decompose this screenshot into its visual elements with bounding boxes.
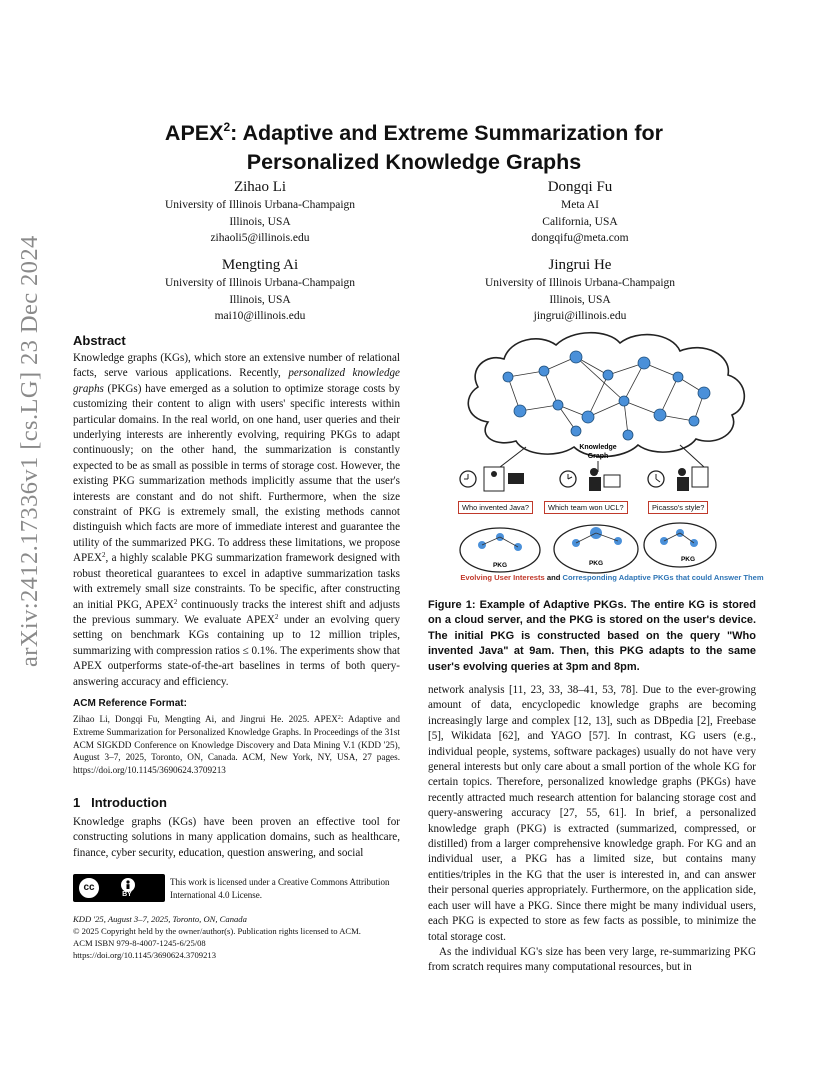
acm-reference-heading: ACM Reference Format: <box>73 698 187 709</box>
abstract-text: Knowledge graphs (KGs), which store an extensive number of relational facts, serve various applications. Recently, personalized knowledge graphs (PKGs) have emerged as a solution to optimize storage costs by customizing their content to align with users' specific interests within particular domains. In the real world, on one hand, user queries and their underlying interests are inherently evolving, requiring PKGs to adapt continuously; on the other hand, the summarization is constantly expected to be as small as possible in terms of storage cost. However, the existing PKG summarization methods implicitly assume that the user's interests are constant and do not shift. Furthermore, when the size constraint of PKG is extremely small, the existing methods cannot distinguish which facts are more of immediate interest and guarantee the utility of the summarized PKG. To address these limitations, we propose APEX$^2$, a highly scalable PKG summarization framework designed with robust theoretical guarantees to excel in adaptive summarization tasks with extremely small size constraints. To be specific, after constructing an initial PKG, APEX$^2$ continuously tracks the interest shift and adjusts the previous summary. We evaluate APEX$^2$ under an evolving query setting on benchmark KGs containing up to 12 million triples, summarizing with compression ratios ≤ 0.1%. The experiments show that APEX outperforms state-of-the-art baselines in terms of both query-answering accuracy and efficiency. <box>73 352 401 688</box>
title-pre: APEX <box>164 121 224 145</box>
kg-label-1: Knowledge <box>579 444 617 451</box>
footer-copyright: © 2025 Copyright held by the owner/author(s). Publication rights licensed to ACM. <box>73 926 361 936</box>
figure-1 <box>448 327 774 589</box>
query-box-3: Picasso's style? <box>648 501 708 514</box>
arxiv-identifier: arXiv:2412.17336v1 [cs.LG] 23 Dec 2024 <box>16 235 43 667</box>
abstract-heading: Abstract <box>73 333 126 348</box>
cc-icon <box>77 876 101 900</box>
pkg-bubble-3 <box>644 523 716 567</box>
footer-isbn: ACM ISBN 979-8-4007-1245-6/25/08 <box>73 938 206 948</box>
figure-caption: Figure 1: Example of Adaptive PKGs. The entire KG is stored on a cloud server, and the PKG is stored on the user's device. The initial PKG is constructed based on the query "Who invented Java" at 9am. Then, this PKG adapts to the same user's evolving queries at 3pm and 8pm. <box>428 599 756 673</box>
intro-heading-number: 1 <box>73 795 81 810</box>
cc-icon-text: cc <box>83 882 95 893</box>
user-3-scene <box>648 467 708 491</box>
author-affiliation: University of Illinois Urbana-Champaign <box>164 277 356 289</box>
intro-text-left: Knowledge graphs (KGs) have been proven an effective tool for constructing solutions in many application domains, such as healthcare, finance, cyber security, education, question answering, and social <box>73 816 400 859</box>
author-block-4 <box>430 256 730 325</box>
author-affiliation: University of Illinois Urbana-Champaign <box>164 199 356 211</box>
pkg-label-3: PKG <box>680 556 696 563</box>
pkg-label-2: PKG <box>588 560 604 567</box>
figure-1-illustration <box>448 327 774 589</box>
query-box-1: Who invented Java? <box>458 501 533 514</box>
legend-part-2: Corresponding Adaptive PKGs that could Answer Them <box>562 573 764 582</box>
query-box-2: Which team won UCL? <box>544 501 628 514</box>
user-2-scene <box>560 468 620 491</box>
author-affiliation: University of Illinois Urbana-Champaign <box>484 277 676 289</box>
author-name: Mengting Ai <box>221 257 299 273</box>
author-location: Illinois, USA <box>229 293 291 306</box>
author-affiliation: Meta AI <box>560 199 599 211</box>
figure-legend <box>452 573 772 582</box>
pkg-bubble-1 <box>460 528 540 572</box>
footer-doi[interactable]: https://doi.org/10.1145/3690624.3709213 <box>73 950 216 960</box>
intro-heading <box>73 795 167 810</box>
title-post: : Adaptive and Extreme Summarization for <box>230 121 664 145</box>
intro-text-right <box>428 683 756 976</box>
author-block-1 <box>110 178 410 247</box>
author-name: Zihao Li <box>233 179 287 195</box>
license-text: This work is licensed under a Creative Commons Attribution International 4.0 License. <box>170 877 390 900</box>
cc-license-badge[interactable] <box>73 874 165 902</box>
author-location: Illinois, USA <box>549 293 611 306</box>
author-email[interactable]: mai10@illinois.edu <box>214 310 306 322</box>
legend-and: and <box>544 573 563 582</box>
title-line2: Personalized Knowledge Graphs <box>246 150 582 174</box>
legend-part-1: Evolving User Interests <box>460 573 545 582</box>
kg-label-2: Graph <box>587 453 609 460</box>
author-email[interactable]: dongqifu@meta.com <box>531 232 629 244</box>
author-name: Dongqi Fu <box>547 179 613 195</box>
author-block-3 <box>110 256 410 325</box>
intro-heading-text: Introduction <box>91 795 167 810</box>
author-block-2 <box>430 178 730 247</box>
acm-reference-text: Zihao Li, Dongqi Fu, Mengting Ai, and Jingrui He. 2025. APEX$^2$: Adaptive and Extreme Summarization for Personalized Knowledge Graphs. In Proceedings of the 31st ACM SIGKDD Conference on Knowledge Discovery and Data Mining V.1 (KDD '25), August 3–7, 2025, Toronto, ON, Canada. ACM, New York, NY, USA, 27 pages. https://doi.org/10.1145/3690624.3709213 <box>73 714 400 776</box>
by-label: BY <box>122 891 132 898</box>
pkg-bubble-2 <box>554 525 638 573</box>
paper-title <box>60 113 768 177</box>
intro-right-paragraph-2: As the individual KG's size has been very large, re-summarizing PKG from scratch requires many computational resources, but in <box>428 945 756 974</box>
footer-block <box>73 913 403 961</box>
author-email[interactable]: zihaoli5@illinois.edu <box>210 232 310 244</box>
title-sup: 2 <box>223 120 231 134</box>
person-glyph <box>121 878 135 892</box>
user-1-scene <box>460 467 524 491</box>
intro-right-paragraph-1: network analysis [11, 23, 33, 38–41, 53, 78]. Due to the ever-growing amount of data, encyclopedic knowledge graphs are becoming increasingly large and complex [12, 13], such as DBpedia [2], Freebase [5], Wikidata [62], and YAGO [57]. In contrast, KG users (e.g., individual people, systems, software packages) usually do not have very general interests but only care about a small portion of the whole KG for certain topics. Therefore, personalized knowledge graphs (PKGs) have recently attracted much research attention for balancing storage cost and query-answering accuracy [27, 55, 61]. In brief, a personalized knowledge graph (PKG) is extracted (summarized, compressed, or distilled) from a larger comprehensive knowledge graph. For KG and an individual user, a PKG has a limited size, but contains many entities/triples in the KG that the user is interested in, and can answer their personal queries appropriately. Furthermore, on the application side, each user will have a PKG. Since there might be many individual users, each PKG is expected to store as few facts as possible, to minimize the total storage cost. <box>428 684 756 943</box>
author-location: California, USA <box>542 215 618 228</box>
footer-conference: KDD '25, August 3–7, 2025, Toronto, ON, Canada <box>73 914 247 924</box>
author-email[interactable]: jingrui@illinois.edu <box>533 310 627 322</box>
author-name: Jingrui He <box>548 257 612 273</box>
author-location: Illinois, USA <box>229 215 291 228</box>
pkg-label-1: PKG <box>492 562 508 569</box>
